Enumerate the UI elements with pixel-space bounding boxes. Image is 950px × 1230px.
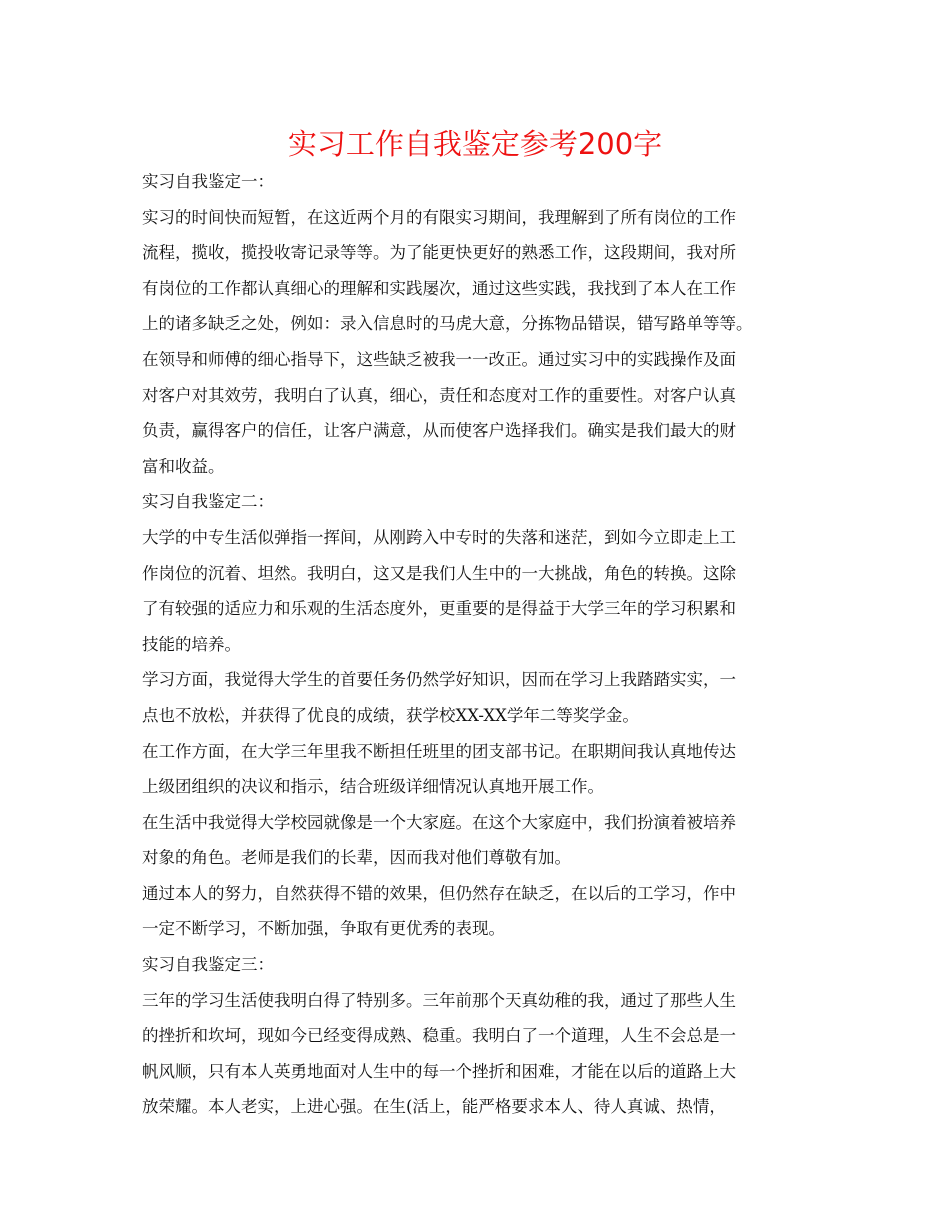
text-line: 了有较强的适应力和乐观的生活态度外，更重要的是得益于大学三年的学习积累和	[142, 599, 736, 619]
text-line: 实习的时间快而短暂，在这近两个月的有限实习期间，我理解到了所有岗位的工作	[142, 207, 736, 227]
text-line: 一定不断学习，不断加强，争取有更优秀的表现。	[142, 919, 505, 939]
text-line: 上级团组织的决议和指示，结合班级详细情况认真地开展工作。	[142, 777, 604, 797]
text-line: 实习自我鉴定二：	[142, 492, 274, 512]
text-line: 帆风顺，只有本人英勇地面对人生中的每一个挫折和困难，才能在以后的道路上大	[142, 1061, 736, 1081]
text-line: 对客户对其效劳，我明白了认真，细心，责任和态度对工作的重要性。对客户认真	[142, 385, 736, 405]
text-line: 实习自我鉴定一：	[142, 172, 274, 191]
text-line: 通过本人的努力，自然获得不错的效果，但仍然存在缺乏，在以后的工学习，作中	[142, 883, 736, 903]
text-line: 在生活中我觉得大学校园就像是一个大家庭。在这个大家庭中，我们扮演着被培养	[142, 812, 736, 832]
text-line: 有岗位的工作都认真细心的理解和实践屡次，通过这些实践，我找到了本人在工作	[142, 278, 736, 298]
text-line: 对象的角色。老师是我们的长辈，因而我对他们尊敬有加。	[142, 848, 571, 868]
text-line: 学习方面，我觉得大学生的首要任务仍然学好知识，因而在学习上我踏踏实实，一	[142, 670, 736, 690]
page-title: 实习工作自我鉴定参考200字	[287, 127, 663, 161]
text-line: 流程，揽收，揽投收寄记录等等。为了能更快更好的熟悉工作，这段期间，我对所	[142, 243, 736, 263]
text-line: 放荣耀。本人老实，上进心强。在生(活上，能严格要求本人、待人真诚、热情，	[142, 1097, 726, 1117]
text-line: 在领导和师傅的细心指导下，这些缺乏被我一一改正。通过实习中的实践操作及面	[142, 349, 736, 369]
text-line: 大学的中专生活似弹指一挥间，从刚跨入中专时的失落和迷茫，到如今立即走上工	[142, 527, 736, 547]
text-line: 实习自我鉴定三：	[142, 955, 274, 975]
text-line: 负责，赢得客户的信任，让客户满意，从而使客户选择我们。确实是我们最大的财	[142, 421, 736, 441]
text-line: 点也不放松，并获得了优良的成绩，获学校XX-XX学年二等奖学金。	[142, 705, 639, 725]
document-body	[142, 164, 822, 1125]
text-line: 在工作方面，在大学三年里我不断担任班里的团支部书记。在职期间我认真地传达	[142, 741, 736, 761]
text-line: 作岗位的沉着、坦然。我明白，这又是我们人生中的一大挑战，角色的转换。这除	[142, 563, 736, 583]
text-line: 三年的学习生活使我明白得了特别多。三年前那个天真幼稚的我，通过了那些人生	[142, 990, 736, 1010]
text-line: 技能的培养。	[142, 634, 241, 654]
text-line: 上的诸多缺乏之处，例如：录入信息时的马虎大意，分拣物品错误，错写路单等等。	[142, 314, 753, 334]
text-line: 的挫折和坎坷，现如今已经变得成熟、稳重。我明白了一个道理，人生不会总是一	[142, 1026, 736, 1046]
text-line: 富和收益。	[142, 456, 225, 476]
